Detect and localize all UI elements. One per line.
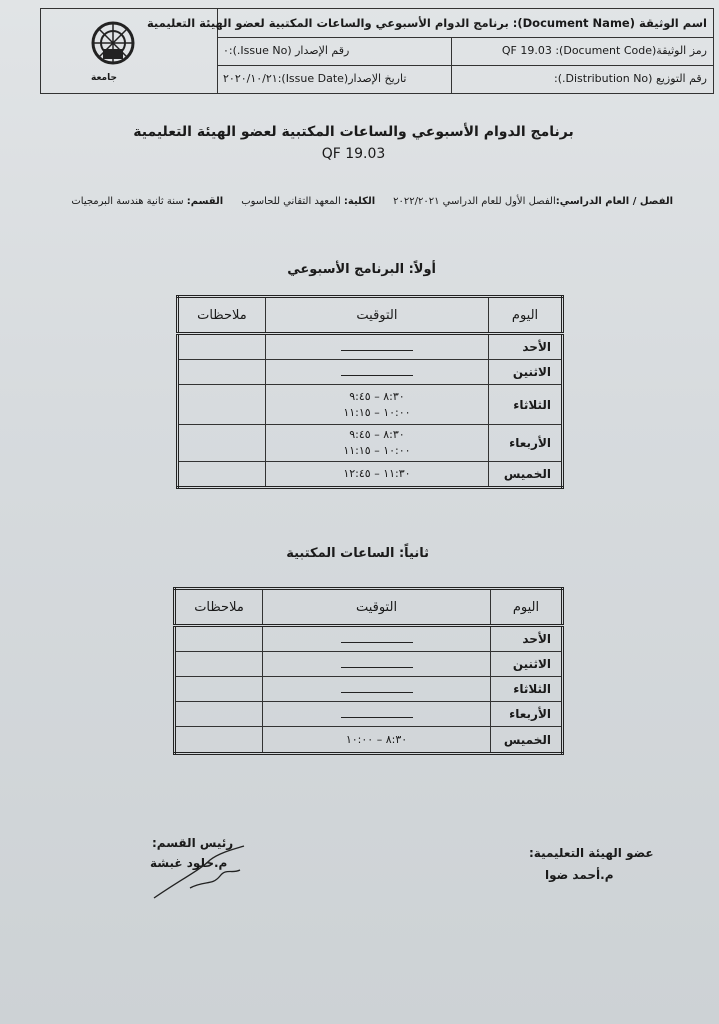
time-cell — [265, 385, 488, 425]
logo-text: جامعة — [91, 73, 117, 83]
signature-scribble — [150, 840, 250, 904]
notes-cell — [175, 702, 263, 727]
table-row — [178, 360, 563, 385]
day-cell: الأحد — [491, 626, 563, 652]
distribution-no: رقم التوزيع (Distribution No.): — [554, 72, 707, 85]
time-slot: ١١:٣٠ – ١٢:٤٥ — [343, 467, 411, 480]
doc-code-row — [217, 37, 713, 66]
table-row — [178, 462, 563, 488]
time-slot: ١٠:٠٠ – ١١:١٥ — [343, 405, 411, 419]
section-office-hours-title: ثانياً: الساعات المكتبية — [286, 546, 429, 561]
document-header-box — [40, 8, 714, 94]
dept-label: القسم: — [186, 196, 224, 207]
empty-time-dash — [341, 661, 413, 668]
empty-time-dash — [341, 344, 413, 351]
faculty-member-name: م.أحمد ضوا — [545, 868, 614, 882]
day-cell: الأحد — [489, 334, 563, 360]
day-cell: الخميس — [489, 462, 563, 488]
dept-value: سنة ثانية هندسة البرمجيات — [71, 196, 184, 207]
time-slot: ٨:٣٠ – ١٠:٠٠ — [345, 732, 408, 746]
day-cell: الثلاثاء — [489, 385, 563, 425]
table-row — [178, 385, 563, 425]
form-code: QF 19.03 — [321, 146, 386, 162]
table-row — [178, 425, 563, 462]
office-hours-table — [173, 587, 564, 755]
day-cell: الخميس — [491, 727, 563, 754]
time-slot: ١٠:٠٠ – ١١:١٥ — [343, 444, 411, 457]
time-cell — [263, 727, 491, 754]
notes-cell — [178, 360, 266, 385]
table-row — [175, 727, 563, 754]
table-row — [178, 334, 563, 360]
time-slot: ٨:٣٠ – ٩:٤٥ — [349, 428, 405, 441]
head-of-dept-name: م.خلود غبشة — [150, 856, 228, 870]
distribution-row — [217, 65, 713, 93]
section-weekly-title: أولاً: البرنامج الأسبوعي — [287, 262, 436, 277]
empty-time-dash — [341, 711, 413, 718]
empty-time-dash — [341, 686, 413, 693]
semester-label: الفصل / العام الدراسي: — [555, 196, 673, 207]
empty-time-dash — [341, 636, 413, 643]
notes-cell — [178, 425, 266, 462]
doc-name-row — [146, 9, 713, 38]
notes-cell — [178, 462, 266, 488]
day-cell: الثلاثاء — [491, 677, 563, 702]
time-cell — [263, 702, 491, 727]
col-notes-header: ملاحظات — [178, 297, 266, 334]
day-cell: الأربعاء — [489, 425, 563, 462]
time-cell — [265, 425, 488, 462]
university-emblem-icon — [89, 19, 137, 71]
day-cell: الأربعاء — [491, 702, 563, 727]
college-value: المعهد التقاني للحاسوب — [241, 196, 341, 207]
col-day-header: اليوم — [491, 589, 563, 626]
table-row — [175, 652, 563, 677]
time-cell — [265, 360, 488, 385]
issue-no: رقم الإصدار (Issue No.):٠ — [223, 44, 350, 57]
weekly-schedule-table — [176, 295, 564, 489]
time-cell — [265, 334, 488, 360]
faculty-member-label: عضو الهيئة التعليمية: — [529, 846, 654, 860]
time-cell — [263, 652, 491, 677]
day-cell: الاثنين — [491, 652, 563, 677]
table-row — [175, 702, 563, 727]
time-cell — [263, 677, 491, 702]
semester-value: الفصل الأول للعام الدراسي ٢٠٢٢/٢٠٢١ — [393, 196, 556, 207]
page-title: برنامج الدوام الأسبوعي والساعات المكتبية لعضو الهيئة التعليمية — [133, 124, 574, 140]
doc-code: رمز الوثيقة(Document Code): QF 19.03 — [501, 44, 707, 57]
col-time-header: التوقيت — [265, 297, 488, 334]
col-day-header: اليوم — [489, 297, 563, 334]
notes-cell — [175, 626, 263, 652]
table-row — [175, 677, 563, 702]
time-slot: ٨:٣٠ – ٩:٤٥ — [349, 389, 405, 403]
notes-cell — [175, 677, 263, 702]
day-cell: الاثنين — [489, 360, 563, 385]
time-cell — [263, 626, 491, 652]
col-notes-header: ملاحظات — [175, 589, 263, 626]
college-label: الكلية: — [343, 196, 376, 207]
notes-cell — [175, 652, 263, 677]
notes-cell — [175, 727, 263, 754]
empty-time-dash — [341, 369, 413, 376]
doc-name: اسم الوثيقة (Document Name): برنامج الدوام الأسبوعي والساعات المكتبية لعضو الهيئة التعليمية — [146, 16, 707, 30]
notes-cell — [178, 334, 266, 360]
notes-cell — [178, 385, 266, 425]
info-line — [71, 196, 673, 207]
col-time-header: التوقيت — [263, 589, 491, 626]
table-row — [175, 626, 563, 652]
time-cell — [265, 462, 488, 488]
head-of-dept-label: رئيس القسم: — [152, 836, 234, 850]
issue-date: تاريخ الإصدار(Issue Date):٢٠٢٠/١٠/٢١ — [223, 72, 407, 85]
